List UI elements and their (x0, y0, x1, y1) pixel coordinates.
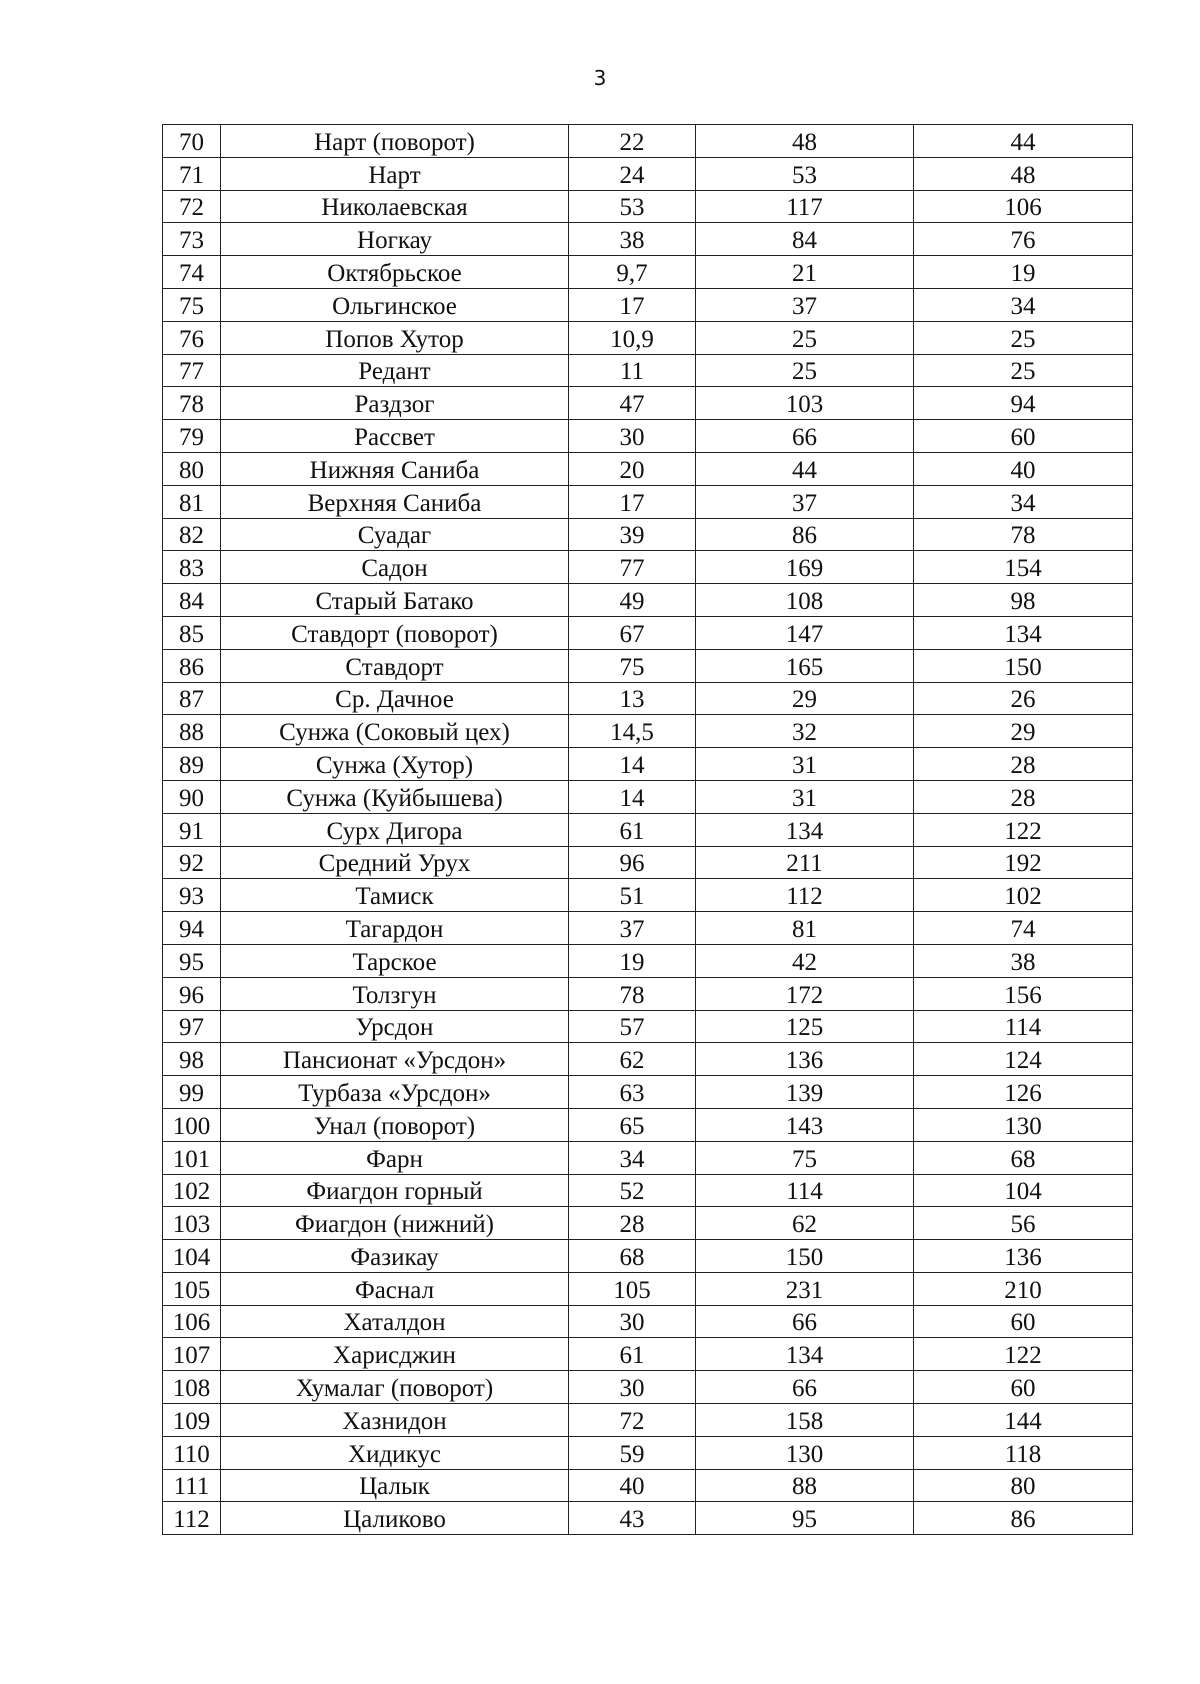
value-1-cell: 34 (569, 1141, 696, 1174)
locality-name-cell: Толзгун (221, 977, 569, 1010)
value-2-cell: 139 (696, 1076, 914, 1109)
row-number-cell: 90 (163, 780, 221, 813)
value-1-cell: 13 (569, 682, 696, 715)
table-row (163, 1141, 1133, 1174)
value-2-cell: 231 (696, 1272, 914, 1305)
value-1-cell: 53 (569, 190, 696, 223)
locality-name-cell: Сурх Дигора (221, 813, 569, 846)
value-1-cell: 61 (569, 813, 696, 846)
row-number-cell: 86 (163, 649, 221, 682)
value-1-cell: 14,5 (569, 715, 696, 748)
value-3-cell: 98 (914, 584, 1133, 617)
table-body (163, 125, 1133, 1535)
table-row (163, 649, 1133, 682)
value-1-cell: 59 (569, 1436, 696, 1469)
value-2-cell: 81 (696, 912, 914, 945)
value-1-cell: 24 (569, 157, 696, 190)
row-number-cell: 98 (163, 1043, 221, 1076)
value-2-cell: 37 (696, 485, 914, 518)
table-row (163, 1338, 1133, 1371)
value-1-cell: 37 (569, 912, 696, 945)
value-2-cell: 136 (696, 1043, 914, 1076)
row-number-cell: 80 (163, 452, 221, 485)
value-1-cell: 57 (569, 1010, 696, 1043)
value-3-cell: 19 (914, 256, 1133, 289)
row-number-cell: 82 (163, 518, 221, 551)
row-number-cell: 85 (163, 616, 221, 649)
row-number-cell: 110 (163, 1436, 221, 1469)
value-3-cell: 38 (914, 944, 1133, 977)
value-3-cell: 144 (914, 1404, 1133, 1437)
locality-name-cell: Нарт (221, 157, 569, 190)
row-number-cell: 96 (163, 977, 221, 1010)
row-number-cell: 71 (163, 157, 221, 190)
table-row (163, 1272, 1133, 1305)
value-3-cell: 114 (914, 1010, 1133, 1043)
row-number-cell: 93 (163, 879, 221, 912)
row-number-cell: 104 (163, 1240, 221, 1273)
value-2-cell: 66 (696, 420, 914, 453)
locality-name-cell: Ставдорт (221, 649, 569, 682)
locality-name-cell: Редант (221, 354, 569, 387)
value-1-cell: 19 (569, 944, 696, 977)
value-1-cell: 63 (569, 1076, 696, 1109)
locality-name-cell: Ставдорт (поворот) (221, 616, 569, 649)
value-3-cell: 56 (914, 1207, 1133, 1240)
table-row (163, 1502, 1133, 1535)
table-row (163, 780, 1133, 813)
value-1-cell: 39 (569, 518, 696, 551)
value-2-cell: 108 (696, 584, 914, 617)
row-number-cell: 92 (163, 846, 221, 879)
locality-name-cell: Хидикус (221, 1436, 569, 1469)
value-1-cell: 38 (569, 223, 696, 256)
value-3-cell: 34 (914, 288, 1133, 321)
value-1-cell: 65 (569, 1108, 696, 1141)
value-2-cell: 42 (696, 944, 914, 977)
value-3-cell: 102 (914, 879, 1133, 912)
row-number-cell: 74 (163, 256, 221, 289)
value-3-cell: 154 (914, 551, 1133, 584)
table-row (163, 223, 1133, 256)
locality-name-cell: Раздзог (221, 387, 569, 420)
row-number-cell: 101 (163, 1141, 221, 1174)
row-number-cell: 103 (163, 1207, 221, 1240)
value-2-cell: 25 (696, 321, 914, 354)
value-2-cell: 211 (696, 846, 914, 879)
locality-name-cell: Садон (221, 551, 569, 584)
value-1-cell: 17 (569, 288, 696, 321)
value-1-cell: 96 (569, 846, 696, 879)
locality-name-cell: Пансионат «Урсдон» (221, 1043, 569, 1076)
value-3-cell: 126 (914, 1076, 1133, 1109)
locality-name-cell: Фиагдон горный (221, 1174, 569, 1207)
table-row (163, 1174, 1133, 1207)
value-3-cell: 25 (914, 321, 1133, 354)
value-3-cell: 156 (914, 977, 1133, 1010)
value-2-cell: 134 (696, 1338, 914, 1371)
locality-name-cell: Сунжа (Соковый цех) (221, 715, 569, 748)
value-1-cell: 9,7 (569, 256, 696, 289)
value-1-cell: 67 (569, 616, 696, 649)
value-3-cell: 122 (914, 1338, 1133, 1371)
locality-name-cell: Турбаза «Урсдон» (221, 1076, 569, 1109)
locality-name-cell: Цаликово (221, 1502, 569, 1535)
locality-name-cell: Тагардон (221, 912, 569, 945)
value-2-cell: 29 (696, 682, 914, 715)
locality-name-cell: Николаевская (221, 190, 569, 223)
value-1-cell: 22 (569, 125, 696, 158)
value-1-cell: 72 (569, 1404, 696, 1437)
locality-name-cell: Ногкау (221, 223, 569, 256)
locality-name-cell: Хаталдон (221, 1305, 569, 1338)
row-number-cell: 105 (163, 1272, 221, 1305)
row-number-cell: 88 (163, 715, 221, 748)
table-row (163, 715, 1133, 748)
table-row (163, 1043, 1133, 1076)
table-row (163, 813, 1133, 846)
value-2-cell: 114 (696, 1174, 914, 1207)
value-1-cell: 52 (569, 1174, 696, 1207)
value-3-cell: 26 (914, 682, 1133, 715)
row-number-cell: 89 (163, 748, 221, 781)
value-2-cell: 95 (696, 1502, 914, 1535)
value-3-cell: 25 (914, 354, 1133, 387)
table-row (163, 1404, 1133, 1437)
value-1-cell: 43 (569, 1502, 696, 1535)
value-3-cell: 40 (914, 452, 1133, 485)
table-row (163, 452, 1133, 485)
row-number-cell: 97 (163, 1010, 221, 1043)
value-3-cell: 74 (914, 912, 1133, 945)
row-number-cell: 84 (163, 584, 221, 617)
value-3-cell: 78 (914, 518, 1133, 551)
value-1-cell: 61 (569, 1338, 696, 1371)
value-2-cell: 88 (696, 1469, 914, 1502)
value-1-cell: 11 (569, 354, 696, 387)
value-1-cell: 28 (569, 1207, 696, 1240)
value-3-cell: 134 (914, 616, 1133, 649)
row-number-cell: 91 (163, 813, 221, 846)
table-row (163, 420, 1133, 453)
value-2-cell: 147 (696, 616, 914, 649)
page-number: 3 (593, 66, 607, 90)
locality-name-cell: Нижняя Саниба (221, 452, 569, 485)
locality-name-cell: Харисджин (221, 1338, 569, 1371)
value-2-cell: 134 (696, 813, 914, 846)
value-3-cell: 136 (914, 1240, 1133, 1273)
value-3-cell: 94 (914, 387, 1133, 420)
table-row (163, 944, 1133, 977)
table-row (163, 1108, 1133, 1141)
value-1-cell: 49 (569, 584, 696, 617)
value-1-cell: 62 (569, 1043, 696, 1076)
table-row (163, 387, 1133, 420)
locality-name-cell: Цалык (221, 1469, 569, 1502)
value-2-cell: 112 (696, 879, 914, 912)
row-number-cell: 107 (163, 1338, 221, 1371)
row-number-cell: 77 (163, 354, 221, 387)
value-1-cell: 47 (569, 387, 696, 420)
row-number-cell: 70 (163, 125, 221, 158)
value-1-cell: 30 (569, 420, 696, 453)
value-3-cell: 210 (914, 1272, 1133, 1305)
value-1-cell: 20 (569, 452, 696, 485)
value-3-cell: 60 (914, 1305, 1133, 1338)
locality-name-cell: Тарское (221, 944, 569, 977)
value-3-cell: 192 (914, 846, 1133, 879)
value-3-cell: 106 (914, 190, 1133, 223)
value-2-cell: 31 (696, 748, 914, 781)
row-number-cell: 75 (163, 288, 221, 321)
table-row (163, 682, 1133, 715)
row-number-cell: 99 (163, 1076, 221, 1109)
table-row (163, 1371, 1133, 1404)
locality-name-cell: Верхняя Саниба (221, 485, 569, 518)
table-row (163, 288, 1133, 321)
value-2-cell: 44 (696, 452, 914, 485)
row-number-cell: 72 (163, 190, 221, 223)
value-2-cell: 62 (696, 1207, 914, 1240)
locality-name-cell: Суадаг (221, 518, 569, 551)
row-number-cell: 78 (163, 387, 221, 420)
row-number-cell: 112 (163, 1502, 221, 1535)
value-1-cell: 14 (569, 780, 696, 813)
value-3-cell: 28 (914, 780, 1133, 813)
table-row (163, 190, 1133, 223)
table-row (163, 1076, 1133, 1109)
value-1-cell: 51 (569, 879, 696, 912)
value-1-cell: 14 (569, 748, 696, 781)
value-2-cell: 103 (696, 387, 914, 420)
table-row (163, 256, 1133, 289)
table-row (163, 518, 1133, 551)
table-row (163, 584, 1133, 617)
value-2-cell: 150 (696, 1240, 914, 1273)
value-1-cell: 105 (569, 1272, 696, 1305)
table-row (163, 1436, 1133, 1469)
table-row (163, 977, 1133, 1010)
value-3-cell: 34 (914, 485, 1133, 518)
value-3-cell: 44 (914, 125, 1133, 158)
row-number-cell: 94 (163, 912, 221, 945)
table-row (163, 551, 1133, 584)
value-1-cell: 68 (569, 1240, 696, 1273)
locality-name-cell: Средний Урух (221, 846, 569, 879)
locality-name-cell: Хумалаг (поворот) (221, 1371, 569, 1404)
value-1-cell: 10,9 (569, 321, 696, 354)
value-2-cell: 172 (696, 977, 914, 1010)
locality-name-cell: Нарт (поворот) (221, 125, 569, 158)
table-row (163, 748, 1133, 781)
value-2-cell: 130 (696, 1436, 914, 1469)
table-row (163, 1207, 1133, 1240)
value-1-cell: 17 (569, 485, 696, 518)
table-row (163, 912, 1133, 945)
value-3-cell: 28 (914, 748, 1133, 781)
table-row (163, 1240, 1133, 1273)
table-row (163, 125, 1133, 158)
value-2-cell: 84 (696, 223, 914, 256)
row-number-cell: 87 (163, 682, 221, 715)
value-2-cell: 158 (696, 1404, 914, 1437)
value-1-cell: 77 (569, 551, 696, 584)
row-number-cell: 73 (163, 223, 221, 256)
locality-name-cell: Рассвет (221, 420, 569, 453)
locality-name-cell: Старый Батако (221, 584, 569, 617)
locality-name-cell: Ольгинское (221, 288, 569, 321)
value-2-cell: 37 (696, 288, 914, 321)
table-row (163, 1305, 1133, 1338)
locality-name-cell: Ср. Дачное (221, 682, 569, 715)
table-row (163, 1469, 1133, 1502)
value-2-cell: 21 (696, 256, 914, 289)
locality-name-cell: Унал (поворот) (221, 1108, 569, 1141)
value-2-cell: 75 (696, 1141, 914, 1174)
table-row (163, 354, 1133, 387)
table-row (163, 846, 1133, 879)
locality-name-cell: Попов Хутор (221, 321, 569, 354)
table-row (163, 157, 1133, 190)
value-1-cell: 30 (569, 1371, 696, 1404)
value-2-cell: 66 (696, 1305, 914, 1338)
value-2-cell: 143 (696, 1108, 914, 1141)
value-3-cell: 118 (914, 1436, 1133, 1469)
value-3-cell: 48 (914, 157, 1133, 190)
data-table (162, 124, 1133, 1535)
locality-name-cell: Сунжа (Хутор) (221, 748, 569, 781)
table-row (163, 485, 1133, 518)
value-2-cell: 53 (696, 157, 914, 190)
value-1-cell: 75 (569, 649, 696, 682)
row-number-cell: 108 (163, 1371, 221, 1404)
value-2-cell: 169 (696, 551, 914, 584)
locality-name-cell: Урсдон (221, 1010, 569, 1043)
value-3-cell: 68 (914, 1141, 1133, 1174)
value-3-cell: 80 (914, 1469, 1133, 1502)
table-row (163, 879, 1133, 912)
value-2-cell: 32 (696, 715, 914, 748)
value-2-cell: 48 (696, 125, 914, 158)
table-row (163, 321, 1133, 354)
value-1-cell: 78 (569, 977, 696, 1010)
row-number-cell: 76 (163, 321, 221, 354)
table-row (163, 616, 1133, 649)
locality-name-cell: Фарн (221, 1141, 569, 1174)
row-number-cell: 106 (163, 1305, 221, 1338)
row-number-cell: 83 (163, 551, 221, 584)
row-number-cell: 111 (163, 1469, 221, 1502)
value-2-cell: 25 (696, 354, 914, 387)
value-3-cell: 104 (914, 1174, 1133, 1207)
locality-name-cell: Фиагдон (нижний) (221, 1207, 569, 1240)
locality-name-cell: Хазнидон (221, 1404, 569, 1437)
row-number-cell: 81 (163, 485, 221, 518)
value-3-cell: 124 (914, 1043, 1133, 1076)
row-number-cell: 79 (163, 420, 221, 453)
value-2-cell: 86 (696, 518, 914, 551)
value-3-cell: 60 (914, 1371, 1133, 1404)
locality-name-cell: Октябрьское (221, 256, 569, 289)
row-number-cell: 102 (163, 1174, 221, 1207)
locality-name-cell: Фазикау (221, 1240, 569, 1273)
value-1-cell: 40 (569, 1469, 696, 1502)
value-3-cell: 130 (914, 1108, 1133, 1141)
value-3-cell: 60 (914, 420, 1133, 453)
row-number-cell: 95 (163, 944, 221, 977)
locality-name-cell: Сунжа (Куйбышева) (221, 780, 569, 813)
value-3-cell: 122 (914, 813, 1133, 846)
row-number-cell: 100 (163, 1108, 221, 1141)
locality-name-cell: Тамиск (221, 879, 569, 912)
table-row (163, 1010, 1133, 1043)
value-2-cell: 117 (696, 190, 914, 223)
value-2-cell: 125 (696, 1010, 914, 1043)
value-3-cell: 86 (914, 1502, 1133, 1535)
row-number-cell: 109 (163, 1404, 221, 1437)
value-1-cell: 30 (569, 1305, 696, 1338)
value-2-cell: 31 (696, 780, 914, 813)
value-3-cell: 29 (914, 715, 1133, 748)
value-3-cell: 150 (914, 649, 1133, 682)
value-2-cell: 66 (696, 1371, 914, 1404)
locality-name-cell: Фаснал (221, 1272, 569, 1305)
value-2-cell: 165 (696, 649, 914, 682)
value-3-cell: 76 (914, 223, 1133, 256)
